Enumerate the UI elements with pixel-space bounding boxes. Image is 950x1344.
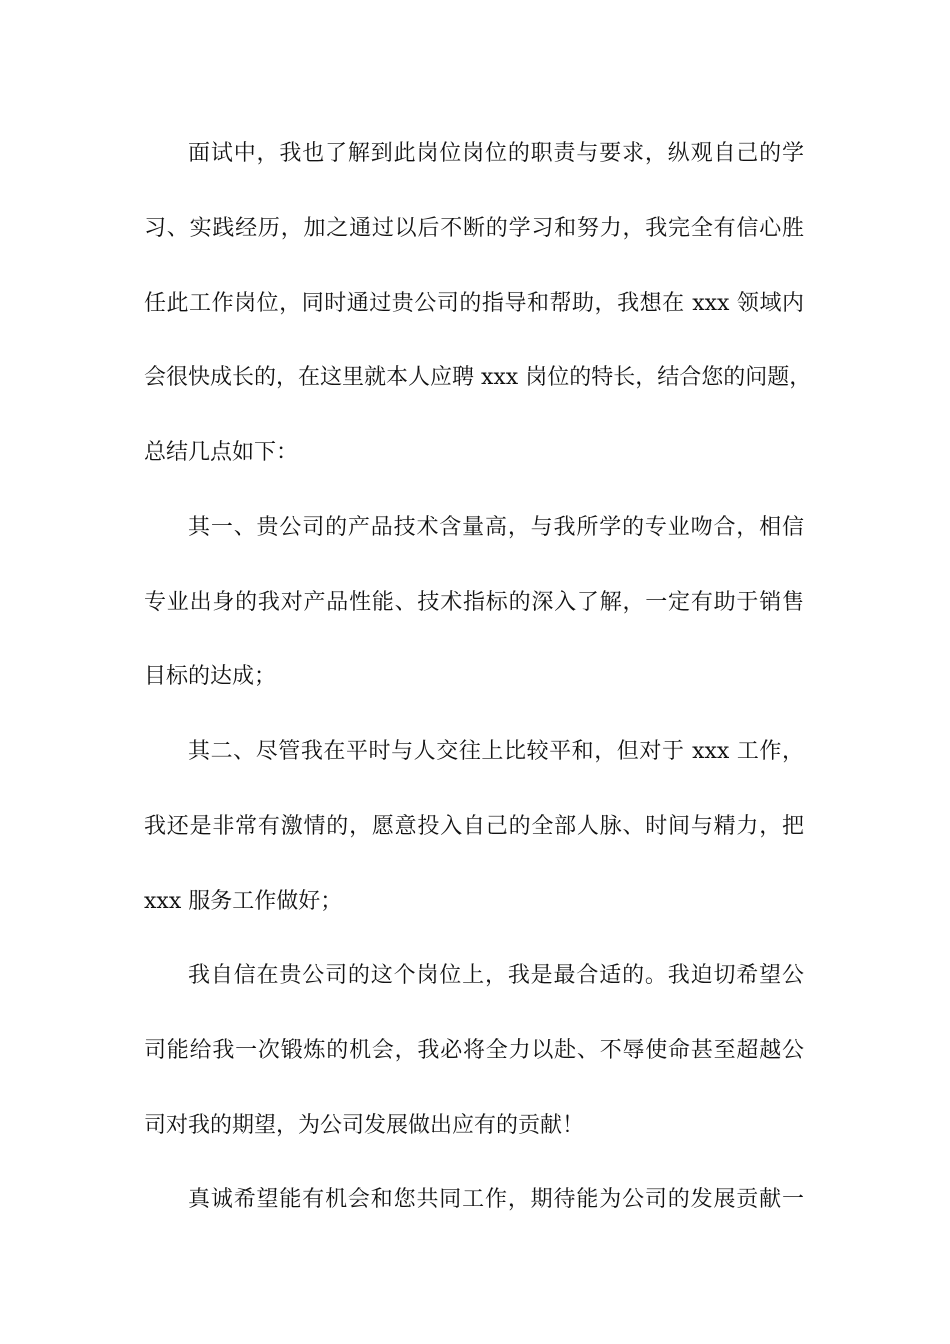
paragraph-line: xxx 服务工作做好； bbox=[144, 889, 343, 914]
paragraph-line: 专业出身的我对产品性能、技术指标的深入了解，一定有助于销售 bbox=[144, 590, 804, 615]
paragraph-line: 其二、尽管我在平时与人交往上比较平和，但对于 xxx 工作， bbox=[188, 739, 804, 764]
paragraph-line: 面试中，我也了解到此岗位岗位的职责与要求，纵观自己的学 bbox=[188, 141, 804, 166]
paragraph-line: 其一、贵公司的产品技术含量高，与我所学的专业吻合，相信 bbox=[188, 515, 804, 540]
paragraph-line: 会很快成长的，在这里就本人应聘 xxx 岗位的特长，结合您的问题， bbox=[144, 365, 812, 390]
paragraph-line: 司对我的期望，为公司发展做出应有的贡献！ bbox=[144, 1113, 585, 1138]
paragraph-line: 习、实践经历，加之通过以后不断的学习和努力，我完全有信心胜 bbox=[144, 216, 804, 241]
paragraph-line: 我还是非常有激情的，愿意投入自己的全部人脉、时间与精力，把 bbox=[144, 814, 804, 839]
paragraph-line: 任此工作岗位，同时通过贵公司的指导和帮助，我想在 xxx 领域内 bbox=[144, 291, 804, 316]
paragraph-line: 司能给我一次锻炼的机会，我必将全力以赴、不辱使命甚至超越公 bbox=[144, 1038, 804, 1063]
paragraph-line: 目标的达成； bbox=[144, 664, 277, 689]
paragraph-line: 我自信在贵公司的这个岗位上，我是最合适的。我迫切希望公 bbox=[188, 963, 804, 988]
paragraph-line: 真诚希望能有机会和您共同工作，期待能为公司的发展贡献一 bbox=[188, 1187, 804, 1212]
paragraph-line: 总结几点如下： bbox=[144, 440, 299, 465]
